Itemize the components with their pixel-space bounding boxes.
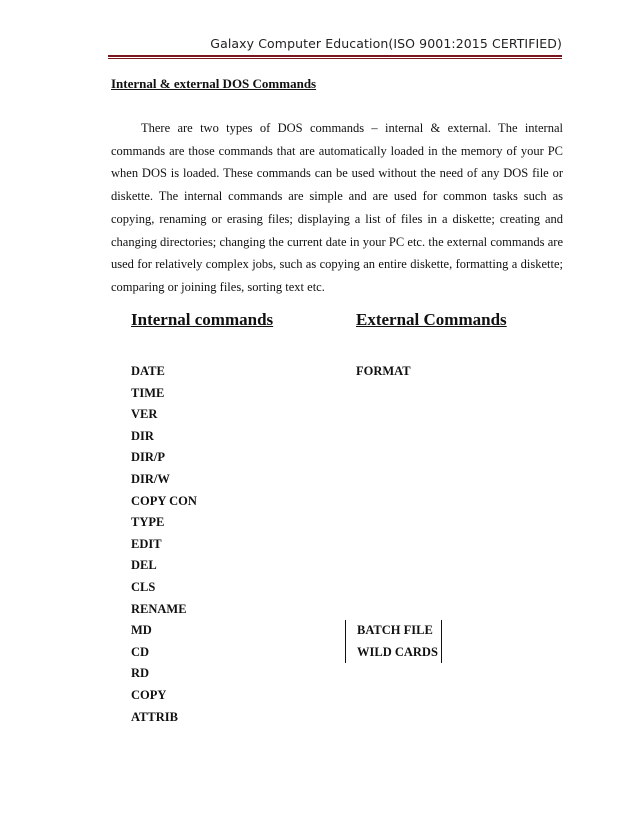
internal-command-item: COPY CON (131, 493, 197, 508)
intro-paragraph: There are two types of DOS commands – internal & external. The internal commands are those commands that are automatically loaded in the memory of your PC when DOS is loaded. These commands can be used without the need of any DOS file or diskette. The internal commands are simple and are used for common tasks such as copying, renaming or erasing files; displaying a list of files in a diskette; creating and changing directories; changing the current date in your PC etc. the external commands are used for relatively complex jobs, such as copying an entire diskette, formatting a diskette; comparing or joining files, sorting text etc. (111, 121, 563, 294)
internal-command-item: MD (131, 623, 152, 638)
internal-commands-heading: Internal commands (131, 310, 274, 329)
header-rule-thin (108, 58, 562, 59)
internal-command-item: EDIT (131, 536, 162, 551)
external-command-item-boxed: BATCH FILE (357, 623, 433, 637)
external-boxed-commands (345, 620, 442, 663)
internal-command-item: DEL (131, 558, 157, 573)
external-command-item: FORMAT (356, 364, 411, 378)
internal-command-item: CLS (131, 579, 156, 594)
internal-command-item: DATE (131, 364, 165, 378)
internal-command-item: CD (131, 644, 150, 659)
page-header: Galaxy Computer Education(ISO 9001:2015 CERTIFIED) (210, 36, 562, 51)
internal-command-item: COPY (131, 687, 167, 702)
external-commands-list (356, 361, 411, 383)
internal-command-item: RD (131, 666, 150, 681)
internal-command-item: DIR (131, 428, 154, 443)
external-command-item-boxed: WILD CARDS (357, 644, 438, 659)
internal-command-item: DIR/P (131, 450, 166, 465)
internal-command-item: RENAME (131, 601, 187, 616)
section-title: Internal & external DOS Commands (111, 76, 317, 91)
internal-command-item: TYPE (131, 515, 165, 530)
internal-command-item: VER (131, 407, 158, 422)
external-commands-heading: External Commands (356, 310, 507, 329)
internal-command-item: DIR/W (131, 471, 170, 486)
header-rule-thick (108, 55, 562, 57)
internal-commands-list (131, 361, 197, 728)
internal-command-item: ATTRIB (131, 709, 179, 724)
internal-command-item: TIME (131, 385, 165, 400)
